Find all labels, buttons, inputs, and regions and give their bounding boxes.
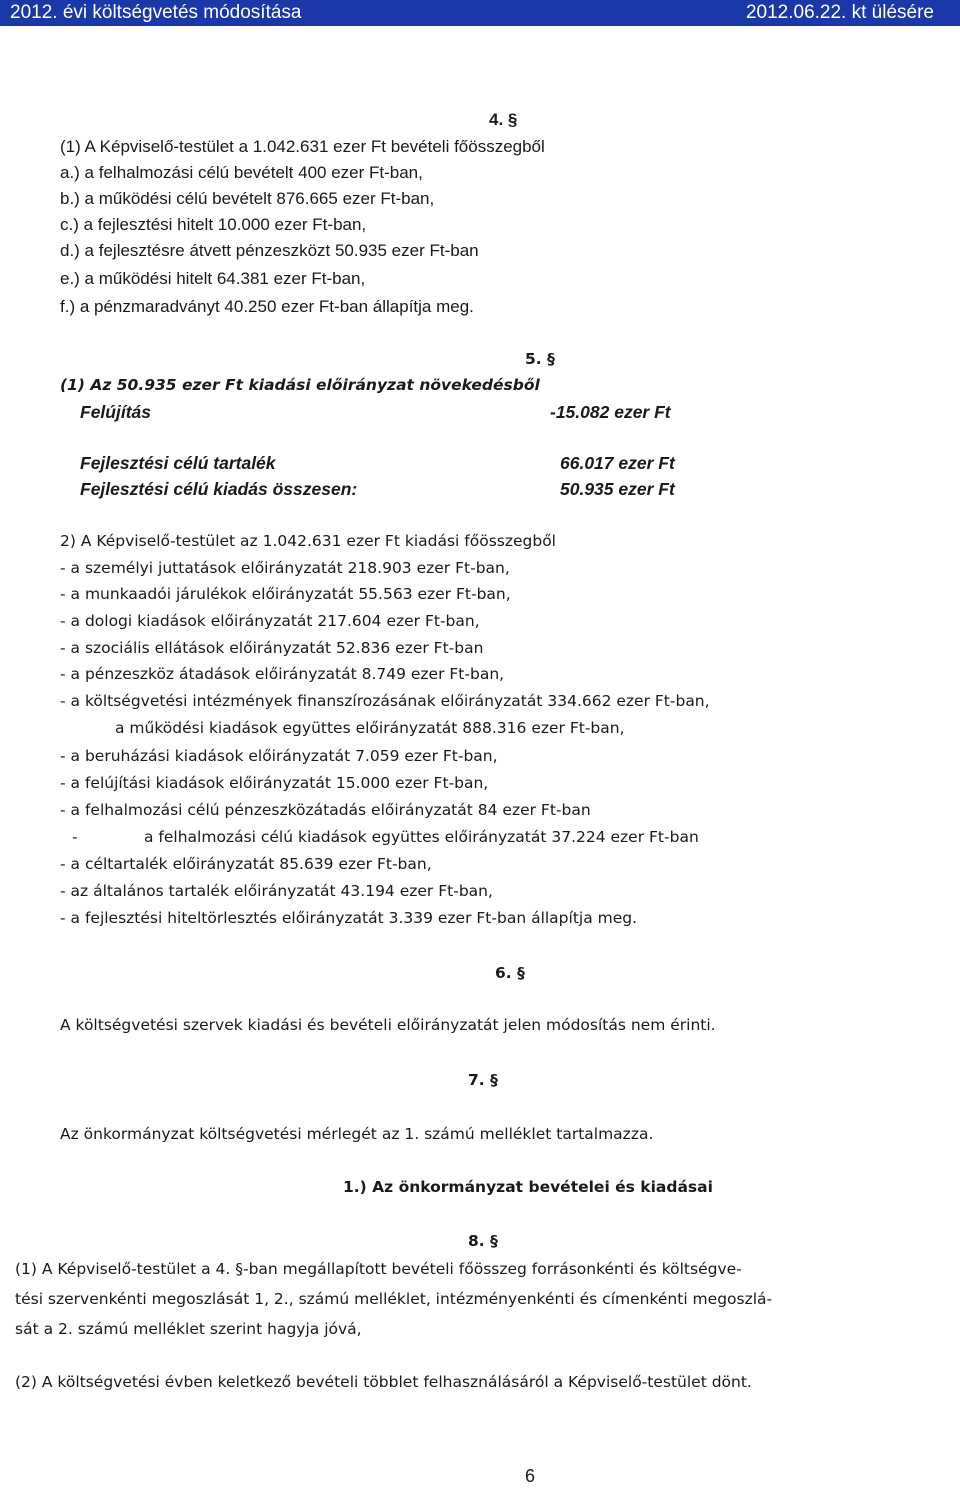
s5-line: a felhalmozási célú kiadások együttes előirányzatát 37.224 ezer Ft-ban <box>144 828 699 846</box>
s5-line: - a beruházási kiadások előirányzatát 7.059 ezer Ft-ban, <box>60 747 498 765</box>
section-7-heading: 7. § <box>468 1071 498 1089</box>
s5-line: - a költségvetési intézmények finanszírozásának előirányzatát 334.662 ezer Ft-ban, <box>60 692 710 710</box>
s5-line: - a dologi kiadások előirányzatát 217.604 ezer Ft-ban, <box>60 612 480 630</box>
s5-intro: (1) Az 50.935 ezer Ft kiadási előirányzat növekedésből <box>60 376 540 394</box>
s4-line: d.) a fejlesztésre átvett pénzeszközt 50.935 ezer Ft-ban <box>60 241 479 260</box>
section-4-heading: 4. § <box>489 110 518 129</box>
document-header <box>0 0 960 26</box>
section-8-heading: 8. § <box>468 1232 498 1250</box>
s5-line: a működési kiadások együttes előirányzatát 888.316 ezer Ft-ban, <box>115 719 625 737</box>
s5-line: - a személyi juttatások előirányzatát 218.903 ezer Ft-ban, <box>60 559 510 577</box>
s7-text: Az önkormányzat költségvetési mérlegét az 1. számú melléklet tartalmazza. <box>60 1125 654 1143</box>
s8-para1-line: tési szervenkénti megoszlását 1, 2., számú melléklet, intézményenkénti és címenkénti megoszlá- <box>15 1290 773 1308</box>
s4-line: b.) a működési célú bevételt 876.665 ezer Ft-ban, <box>60 189 435 208</box>
s5-line: - a pénzeszköz átadások előirányzatát 8.749 ezer Ft-ban, <box>60 665 505 683</box>
s4-line: e.) a működési hitelt 64.381 ezer Ft-ban, <box>60 269 366 288</box>
s5-line: - az általános tartalék előirányzatát 43.194 ezer Ft-ban, <box>60 882 493 900</box>
s5-line: - a céltartalék előirányzatát 85.639 ezer Ft-ban, <box>60 855 432 873</box>
section-subtitle: 1.) Az önkormányzat bevételei és kiadásai <box>343 1178 713 1196</box>
s5-row-value: 50.935 ezer Ft <box>560 479 675 499</box>
s4-line: (1) A Képviselő-testület a 1.042.631 ezer Ft bevételi főösszegből <box>60 137 545 156</box>
s5-line: - a felhalmozási célú pénzeszközátadás előirányzatát 84 ezer Ft-ban <box>60 801 591 819</box>
s5-row-value: 66.017 ezer Ft <box>560 453 675 473</box>
header-date: 2012.06.22. kt ülésére <box>745 2 934 23</box>
s5-row-label: Felújítás <box>80 402 151 422</box>
s5-row-label: Fejlesztési célú tartalék <box>80 453 276 473</box>
s5-line: - a fejlesztési hiteltörlesztés előirányzatát 3.339 ezer Ft-ban állapítja meg. <box>60 909 638 927</box>
s5-line: - <box>72 828 78 846</box>
header-title: 2012. évi költségvetés módosítása <box>10 2 302 23</box>
section-5-heading: 5. § <box>525 350 555 368</box>
s8-para2: (2) A költségvetési évben keletkező bevételi többlet felhasználásáról a Képviselő-testület dönt. <box>15 1373 752 1391</box>
s5-line: 2) A Képviselő-testület az 1.042.631 ezer Ft kiadási főösszegből <box>60 532 556 550</box>
s4-line: f.) a pénzmaradványt 40.250 ezer Ft-ban állapítja meg. <box>60 297 474 316</box>
s5-line: - a felújítási kiadások előirányzatát 15.000 ezer Ft-ban, <box>60 774 489 792</box>
s4-line: c.) a fejlesztési hitelt 10.000 ezer Ft-ban, <box>60 215 367 234</box>
s5-line: - a szociális ellátások előirányzatát 52.836 ezer Ft-ban <box>60 639 484 657</box>
s4-line: a.) a felhalmozási célú bevételt 400 ezer Ft-ban, <box>60 163 423 182</box>
section-6-heading: 6. § <box>495 964 525 982</box>
page-number: 6 <box>525 1466 536 1486</box>
s5-line: - a munkaadói járulékok előirányzatát 55.563 ezer Ft-ban, <box>60 585 511 603</box>
s8-para1-line: (1) A Képviselő-testület a 4. §-ban megállapított bevételi főösszeg forrásonkénti és költségve- <box>15 1260 742 1278</box>
s6-text: A költségvetési szervek kiadási és bevételi előirányzatát jelen módosítás nem érinti. <box>60 1016 716 1034</box>
s8-para1-line: sát a 2. számú melléklet szerint hagyja jóvá, <box>15 1320 362 1338</box>
s5-row-label: Fejlesztési célú kiadás összesen: <box>80 479 358 499</box>
s5-row-value: -15.082 ezer Ft <box>550 402 671 422</box>
